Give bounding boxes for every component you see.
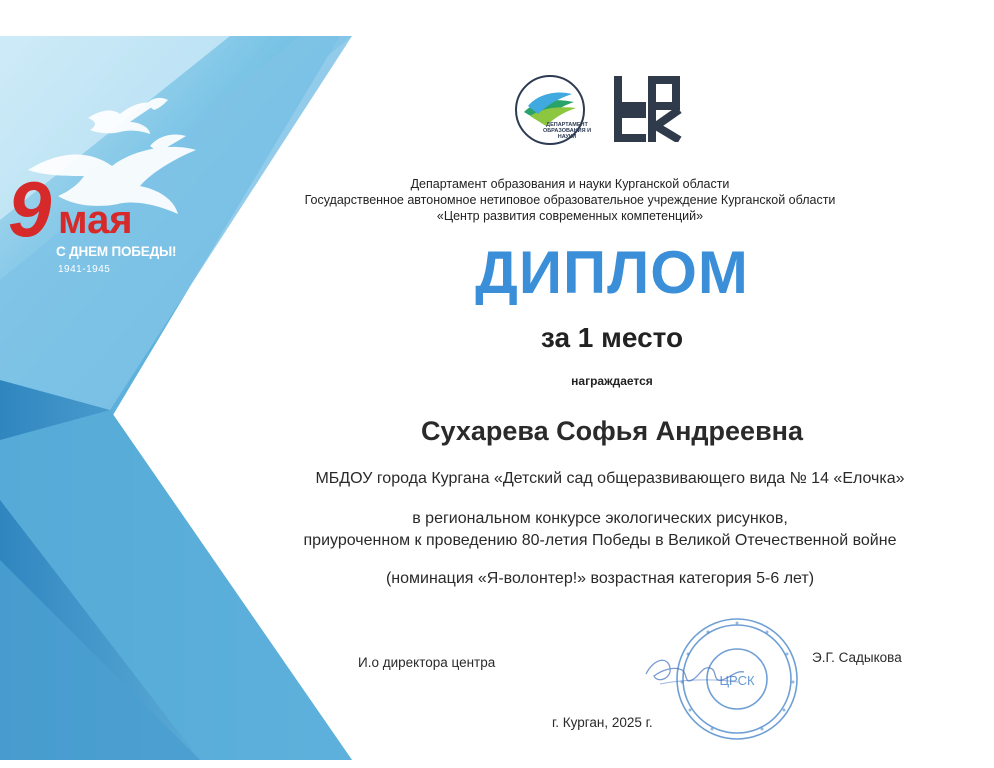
header-line-1: Департамент образования и науки Курганской области [410, 177, 730, 191]
banner-years: 1941-1945 [58, 264, 111, 275]
handwritten-signature [640, 640, 750, 700]
signer-position: И.о директора центра [358, 655, 496, 670]
place-date: г. Курган, 2025 г. [552, 715, 653, 730]
stamp-text: ЦРСК [719, 673, 755, 688]
banner-month: мая [58, 198, 133, 242]
header-line-2: Государственное автономное нетиповое образовательное учреждение Курганской области [304, 193, 836, 207]
logos [512, 72, 692, 152]
dept-logo-text: ДЕПАРТАМЕНТ ОБРАЗОВАНИЯ И НАУКИ [542, 122, 592, 140]
organization-text: МБДОУ города Кургана «Детский сад общеразвивающего вида № 14 «Елочка» [315, 470, 905, 487]
awarded-text: награждается [571, 374, 653, 388]
signer-name: Э.Г. Садыкова [812, 650, 902, 665]
banner-day: 9 [8, 165, 50, 253]
place-text: за 1 место [540, 322, 684, 353]
contest-line-1: в региональном конкурсе экологических рисунков, [412, 510, 788, 527]
header-line-3: «Центр развития современных компетенций» [436, 209, 704, 223]
crsk-monogram-icon [612, 76, 682, 142]
contest-line-2: приуроченном к проведению 80-летия Победы в Великой Отечественной войне [303, 532, 897, 549]
recipient-name: Сухарева Софья Андреевна [420, 416, 803, 446]
banner-greeting: С ДНЕМ ПОБЕДЫ! [56, 244, 177, 259]
nomination-text: (номинация «Я-волонтер!» возрастная категория 5-6 лет) [385, 570, 815, 587]
diploma-title: ДИПЛОМ [475, 239, 749, 306]
